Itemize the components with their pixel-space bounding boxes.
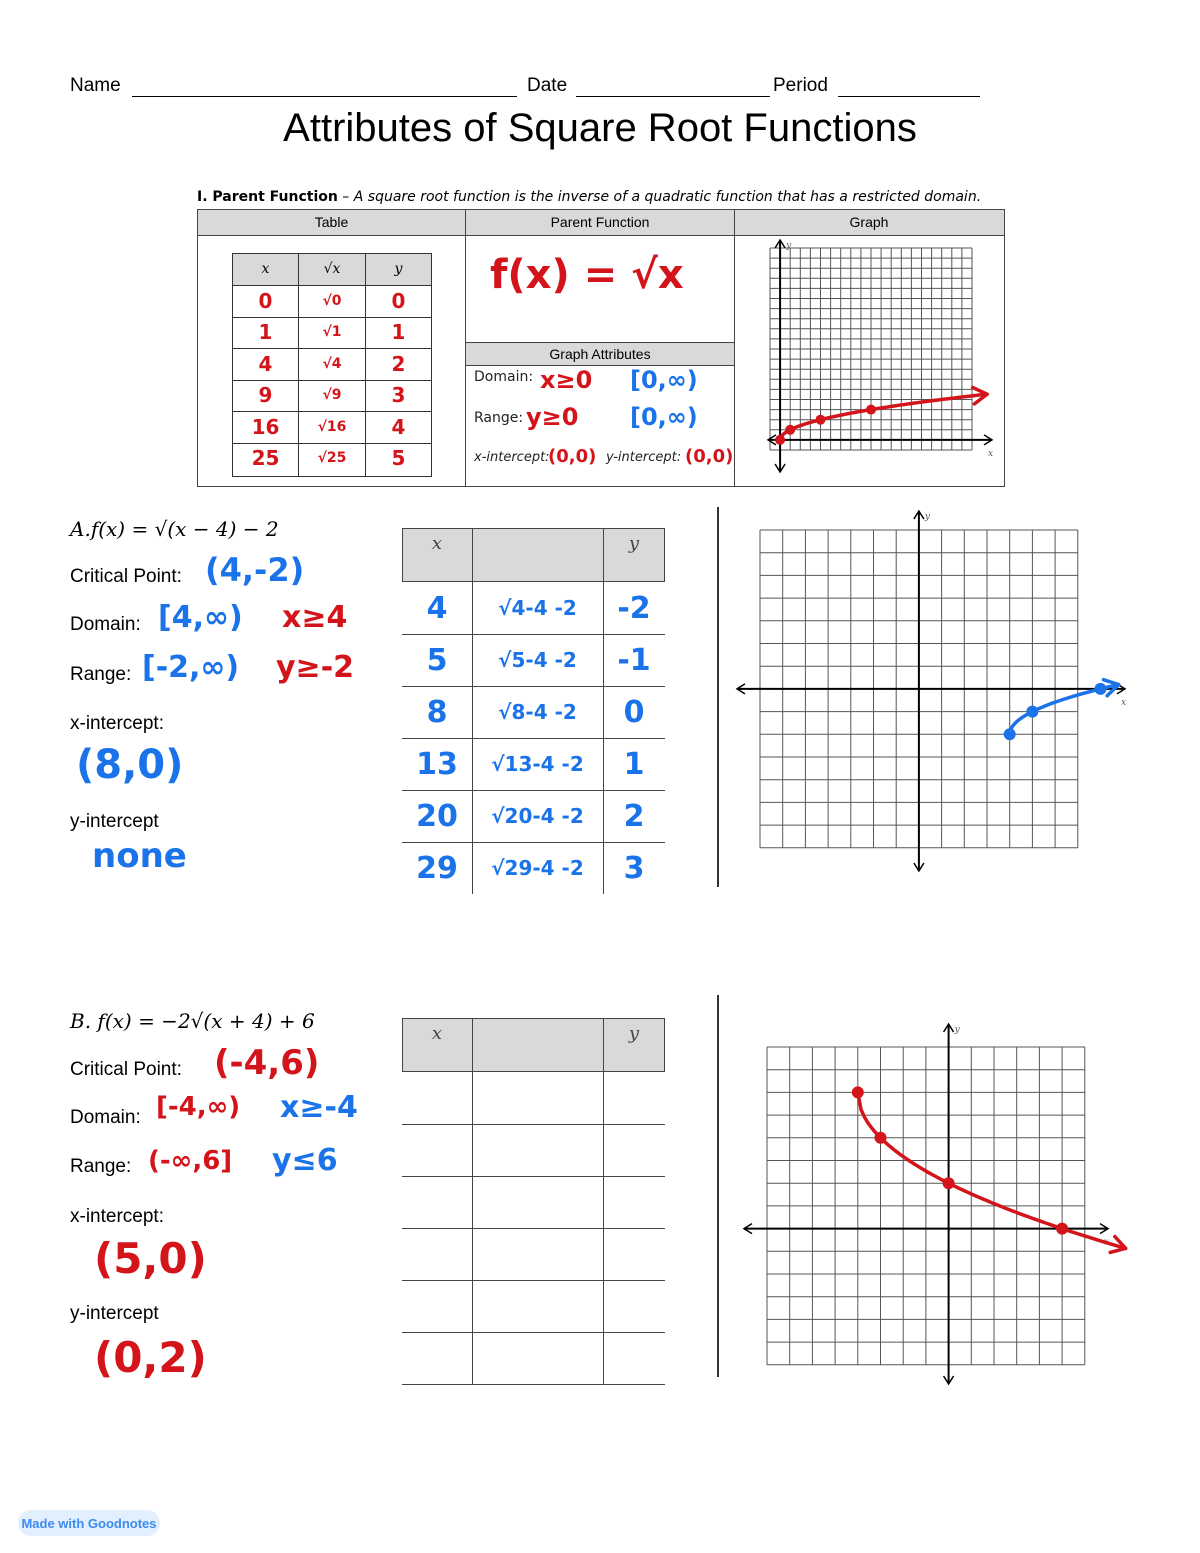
- row-divider: [402, 1384, 665, 1385]
- problem-b-label: B.: [70, 1009, 92, 1033]
- problem-b-function: [70, 1009, 315, 1033]
- parent-y-intercept: (0,0): [685, 446, 734, 467]
- a-table-cell-y: 2: [623, 798, 645, 834]
- x-axis-label: x: [1104, 1237, 1110, 1248]
- a-range-label: Range:: [70, 664, 132, 685]
- a-domain-ineq: x≥4: [282, 600, 348, 635]
- col-parent-header: Parent Function: [550, 214, 650, 230]
- problem-b-equation: f(x) = −2√(x + 4) + 6: [97, 1009, 315, 1033]
- row-divider: [402, 1332, 665, 1333]
- a-table-cell-x: 13: [416, 746, 458, 782]
- y-axis-label: y: [954, 1025, 960, 1035]
- parent-table-header-y: y: [394, 261, 403, 277]
- parent-range-ineq: y≥0: [526, 403, 579, 431]
- a-table-cell-work: √13-4 -2: [491, 752, 584, 776]
- col-table-header: Table: [314, 214, 349, 230]
- a-table-cell-y: -1: [617, 642, 651, 678]
- graph-point: [785, 425, 795, 435]
- a-table-cell-y: 0: [623, 694, 645, 730]
- a-table-cell-work: √20-4 -2: [491, 804, 584, 828]
- a-table-header-x: x: [431, 532, 443, 554]
- a-y-intercept-label: y-intercept: [70, 811, 159, 832]
- parent-table-cell: 9: [258, 383, 273, 408]
- parent-table-cell: 25: [251, 446, 280, 471]
- graph-point: [1095, 683, 1107, 695]
- parent-table-cell: √16: [317, 418, 347, 435]
- divider: [472, 1018, 473, 1384]
- b-table-header-x: x: [431, 1022, 443, 1044]
- a-table-cell-x: 4: [426, 590, 448, 626]
- problem-a-function: [70, 517, 279, 541]
- parent-domain-label: Domain:: [474, 369, 534, 385]
- a-table-cell-x: 29: [416, 850, 458, 886]
- graph-point: [1026, 706, 1038, 718]
- parent-table-header-sqrt: √x: [323, 261, 341, 277]
- parent-y-intercept-label: y-intercept:: [606, 450, 682, 465]
- problem-a-graph: [735, 505, 1130, 875]
- a-critical-point-label: Critical Point:: [70, 566, 182, 587]
- a-x-intercept-value: (8,0): [76, 742, 184, 788]
- section1-heading: [197, 189, 981, 205]
- parent-table-cell: 1: [258, 320, 273, 345]
- parent-table-cell: 4: [391, 414, 406, 439]
- divider: [603, 1018, 604, 1384]
- divider: [734, 209, 735, 486]
- row-divider: [402, 1280, 665, 1281]
- b-table-header-mid: [472, 1018, 603, 1048]
- a-table-cell-y: -2: [617, 590, 651, 626]
- parent-domain-interval: [0,∞): [630, 366, 698, 394]
- section1-heading-bold: I. Parent Function: [197, 189, 338, 205]
- a-critical-point-value: (4,-2): [205, 551, 305, 589]
- parent-range-interval: [0,∞): [630, 403, 698, 431]
- a-domain-label: Domain:: [70, 614, 141, 635]
- date-blank[interactable]: [576, 96, 770, 97]
- b-range-interval: (-∞,6]: [148, 1146, 233, 1176]
- parent-graph: [760, 240, 1000, 475]
- divider: [717, 995, 719, 1377]
- y-axis-label: y: [786, 241, 792, 251]
- date-label: Date: [527, 75, 568, 96]
- parent-x-intercept: (0,0): [548, 446, 597, 467]
- row-divider: [402, 1176, 665, 1177]
- b-y-intercept-value: (0,2): [94, 1333, 207, 1382]
- row-divider: [402, 1228, 665, 1229]
- a-table-cell-x: 8: [426, 694, 448, 730]
- a-table-cell-y: 1: [623, 746, 645, 782]
- graph-point: [866, 405, 876, 415]
- graph-point: [1056, 1223, 1068, 1235]
- b-table-header-y: y: [628, 1022, 640, 1044]
- function-curve: [780, 394, 987, 440]
- section1-heading-italic: – A square root function is the inverse of a quadratic function that has a restricted domain.: [337, 189, 982, 205]
- a-range-ineq: y≥-2: [276, 650, 355, 685]
- col-graph-header: Graph: [849, 214, 889, 230]
- a-table-cell-work: √29-4 -2: [491, 856, 584, 880]
- parent-table-cell: √25: [317, 450, 347, 467]
- row-divider: [402, 1124, 665, 1125]
- b-range-label: Range:: [70, 1156, 132, 1177]
- parent-x-intercept-label: x-intercept:: [474, 450, 550, 465]
- b-y-intercept-label: y-intercept: [70, 1303, 159, 1324]
- parent-table-cell: 4: [258, 351, 273, 376]
- a-range-interval: [-2,∞): [142, 650, 240, 685]
- y-axis-label: y: [924, 512, 930, 522]
- x-axis-label: x: [988, 448, 994, 459]
- a-domain-interval: [4,∞): [158, 600, 243, 635]
- b-domain-ineq: x≥-4: [280, 1090, 358, 1125]
- parent-function-value: f(x) = √x: [490, 252, 684, 298]
- a-table-cell-x: 5: [426, 642, 448, 678]
- divider: [717, 507, 719, 887]
- graph-point: [875, 1132, 887, 1144]
- period-label: Period: [773, 75, 828, 96]
- graph-point: [1004, 728, 1016, 740]
- problem-b-graph: [740, 1020, 1130, 1390]
- period-blank[interactable]: [838, 96, 980, 97]
- b-x-intercept-label: x-intercept:: [70, 1206, 164, 1227]
- parent-table-cell: 2: [391, 351, 406, 376]
- x-axis-label: x: [1121, 697, 1127, 708]
- a-table-cell-x: 20: [416, 798, 458, 834]
- a-table-header-y: y: [628, 532, 640, 554]
- parent-table-cell: √0: [322, 292, 342, 309]
- page-title: Attributes of Square Root Functions: [283, 106, 917, 150]
- goodnotes-badge: Made with Goodnotes: [18, 1510, 160, 1536]
- a-table-cell-y: 3: [623, 850, 645, 886]
- parent-domain-ineq: x≥0: [540, 366, 593, 394]
- graph-point: [816, 415, 826, 425]
- graph-point: [852, 1086, 864, 1098]
- parent-table-cell: 16: [251, 414, 280, 439]
- graph-point: [943, 1177, 955, 1189]
- a-table-cell-work: √8-4 -2: [498, 700, 577, 724]
- b-domain-interval: [-4,∞): [156, 1092, 241, 1122]
- a-x-intercept-label: x-intercept:: [70, 713, 164, 734]
- parent-table-header-x: x: [261, 261, 270, 277]
- graph-point: [775, 435, 785, 445]
- parent-table-cell: √1: [322, 324, 342, 341]
- parent-table-cell: 3: [391, 383, 406, 408]
- function-curve: [858, 1092, 1126, 1248]
- name-blank[interactable]: [132, 96, 517, 97]
- b-x-intercept-value: (5,0): [94, 1234, 207, 1283]
- b-critical-point-value: (-4,6): [214, 1043, 320, 1083]
- b-critical-point-label: Critical Point:: [70, 1059, 182, 1080]
- a-y-intercept-value: none: [92, 836, 187, 876]
- problem-a-label: A.: [70, 517, 91, 541]
- problem-a-equation: f(x) = √(x − 4) − 2: [90, 517, 279, 541]
- b-range-ineq: y≤6: [272, 1143, 338, 1178]
- a-table-cell-work: √5-4 -2: [498, 648, 577, 672]
- parent-range-label: Range:: [474, 410, 524, 426]
- parent-table-cell: √9: [322, 387, 342, 404]
- parent-table-cell: 0: [258, 288, 273, 313]
- name-label: Name: [70, 75, 121, 96]
- a-table-header-mid: [472, 528, 603, 558]
- parent-table-cell: √4: [322, 355, 342, 372]
- parent-table-cell: 5: [391, 446, 406, 471]
- parent-table-cell: 0: [391, 288, 406, 313]
- a-table-cell-work: √4-4 -2: [498, 596, 577, 620]
- parent-table-cell: 1: [391, 320, 406, 345]
- graph-attributes-title: Graph Attributes: [549, 345, 651, 362]
- b-domain-label: Domain:: [70, 1107, 141, 1128]
